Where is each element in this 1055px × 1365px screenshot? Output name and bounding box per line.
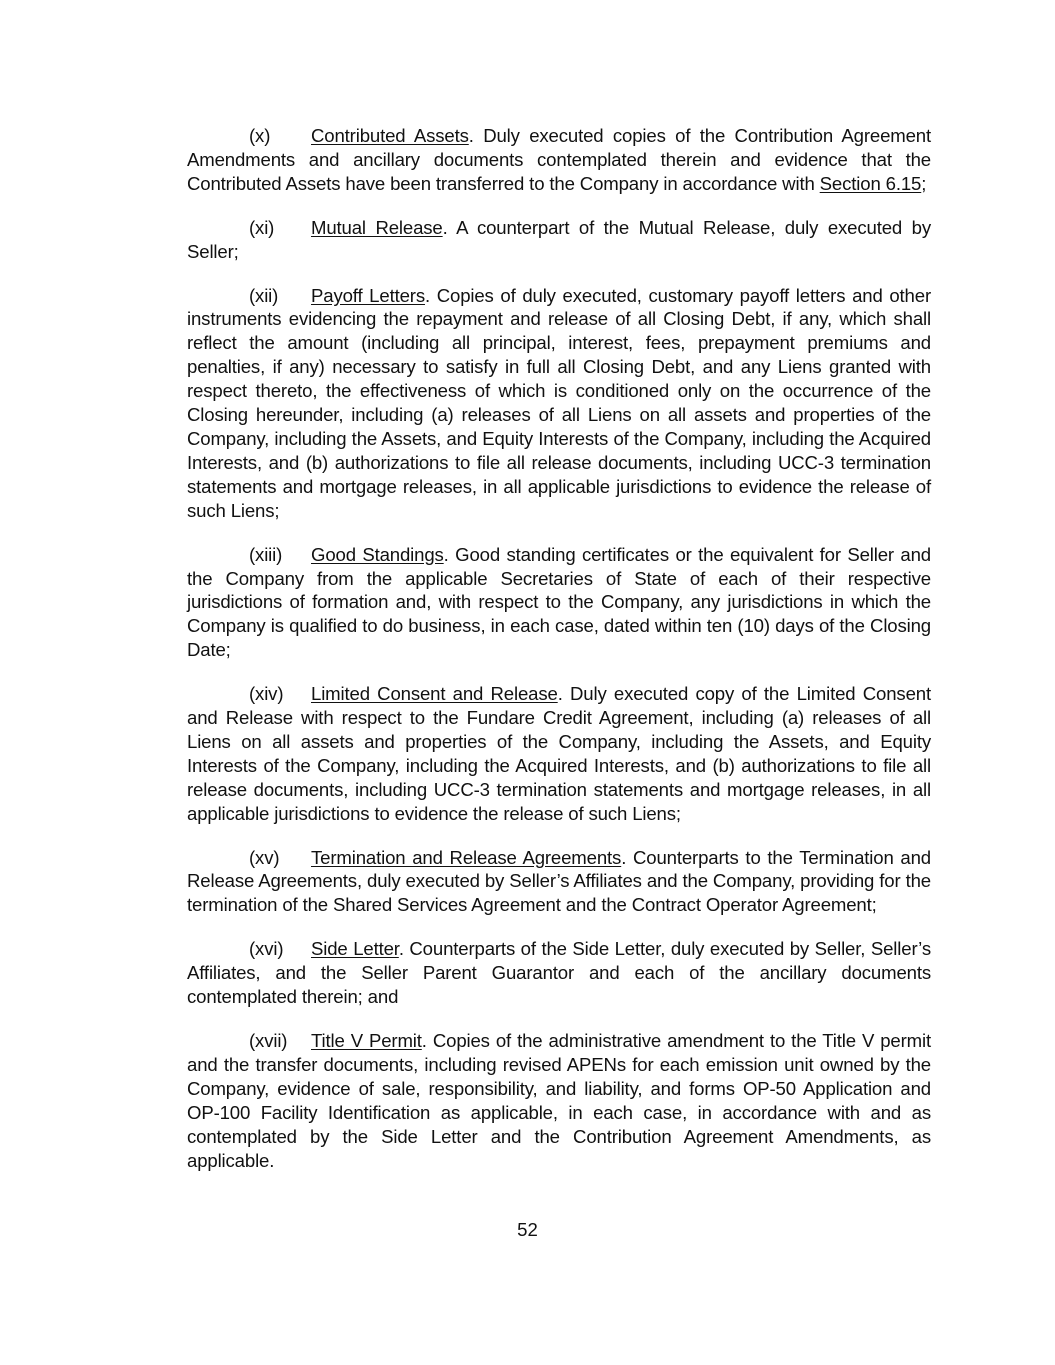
clause-body: Duly executed copy of the Limited Consent and Release with respect to the Fundare Credit Agreement, including (a) releases of all Liens on all assets and properties of the Company, including the Assets, and Equity Interests of the Company, including the Acquired Interests, and (b) authorizations to file all release documents, including UCC-3 termination statements and mortgage releases, in all applicable jurisdictions to evidence the release of such Liens; (187, 683, 931, 824)
clause-heading: Mutual Release (311, 216, 443, 238)
clause-xv (187, 846, 931, 918)
clause-separator: . (421, 1030, 433, 1051)
clause-separator: . (557, 683, 571, 705)
clause-heading: Title V Permit (311, 1030, 422, 1051)
clause-separator: . (398, 938, 410, 960)
clause-body: Copies of duly executed, customary payoff letters and other instruments evidencing the repayment and release of all Closing Debt, if any, which shall reflect the amount (including all principal, interest, fees, prepayment premiums and penalties, if any) necessary to satisfy in full all Closing Debt, and any Liens granted with respect thereto, the effectiveness of which is conditioned only on the occurrence of the Closing hereunder, including (a) releases of all Liens on all assets and properties of the Company, including the Assets, and Equity Interests of the Company, including the Acquired Interests, and (b) authorizations to file all release documents, including UCC-3 termination statements and mortgage releases, in all applicable jurisdictions to evidence the release of such Liens; (187, 284, 931, 521)
clause-heading: Good Standings (311, 543, 444, 565)
clause-xvi (187, 937, 931, 1009)
section-reference: Section 6.15 (819, 172, 922, 194)
clause-xi (187, 216, 931, 264)
clause-body: Duly executed copies of the Contribution Agreement Amendments and ancillary documents contemplated therein and evidence that the Contributed Assets have been transferred to the Company in accordance with (187, 125, 931, 194)
clause-heading: Payoff Letters (311, 284, 425, 306)
clause-number: (xvi) (249, 938, 284, 960)
clause-number: (xi) (249, 216, 275, 238)
clause-x (187, 124, 931, 196)
clause-xiv (187, 682, 931, 825)
clause-body: Good standing certificates or the equivalent for Seller and the Company from the applicable Secretaries of State of each of their respective jurisdictions of formation and, with respect to the Company, any jurisdictions in which the Company is qualified to do business, in each case, dated within ten (10) days of the Closing Date; (187, 543, 931, 661)
clause-separator: . (442, 216, 457, 238)
clause-number: (xiv) (249, 683, 284, 705)
clause-xvii (187, 1029, 931, 1172)
clause-number: (xiii) (249, 543, 283, 565)
clause-heading: Contributed Assets (311, 125, 469, 146)
clause-separator: . (424, 284, 437, 306)
clause-xiii (187, 543, 931, 663)
clause-body: Copies of the administrative amendment to the Title V permit and the transfer documents, including revised APENs for each emission unit owned by the Company, evidence of sale, responsibility, and liability, and forms OP-50 Application and OP-100 Facility Identification as applicable, in each case, in accordance with and as contemplated by the Side Letter and the Contribution Agreement Amendments, as applicable. (187, 1030, 931, 1171)
clause-separator: . (621, 846, 633, 868)
clause-number: (xvii) (249, 1030, 288, 1051)
clause-body: A counterpart of the Mutual Release, duly executed by Seller; (187, 216, 931, 262)
clause-heading: Limited Consent and Release (311, 683, 558, 705)
clause-number: (xii) (249, 284, 279, 306)
clause-heading: Termination and Release Agreements (311, 846, 622, 868)
clause-number: (x) (249, 125, 271, 146)
page-number: 52 (517, 1219, 538, 1240)
clause-separator: . (443, 543, 456, 565)
clause-heading: Side Letter (311, 938, 399, 960)
clause-body: Counterparts to the Termination and Release Agreements, duly executed by Seller’s Affiliates and the Company, providing for the termination of the Shared Services Agreement and the Contract Operator Agreement; (187, 846, 931, 916)
clause-xii (187, 284, 931, 523)
clause-separator: . (468, 125, 484, 146)
clause-body: Counterparts of the Side Letter, duly executed by Seller, Seller’s Affiliates, and the Seller Parent Guarantor and each of the ancillary documents contemplated therein; and (187, 938, 931, 1008)
clause-number: (xv) (249, 846, 280, 868)
clause-tail: ; (921, 172, 927, 194)
document-page (187, 124, 931, 1192)
